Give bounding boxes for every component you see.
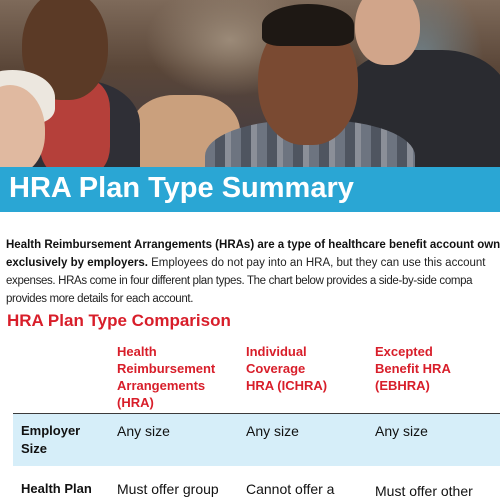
table-cell: Cannot offer a: [246, 481, 335, 497]
table-cell: Must offer group: [117, 481, 219, 497]
table-cell: Any size: [246, 423, 299, 439]
intro-paragraph: [6, 236, 500, 308]
intro-line-1: Health Reimbursement Arrangements (HRAs) are a type of healthcare benefit account own: [6, 239, 500, 251]
column-header-ichra: Individual Coverage HRA (ICHRA): [246, 344, 328, 393]
comparison-title: HRA Plan Type Comparison: [7, 311, 231, 330]
page-title: HRA Plan Type Summary: [9, 172, 354, 204]
row-label-health-plan: Health Plan: [21, 481, 92, 496]
table-cell: Must offer other: [375, 483, 473, 499]
title-banner: [0, 167, 500, 212]
row-label-employer-size: Employer Size: [21, 423, 81, 456]
column-header-hra: Health Reimbursement Arrangements (HRA): [117, 344, 216, 410]
intro-line-2: exclusively by employers. Employees do not pay into an HRA, but they can use this account: [6, 257, 486, 269]
intro-line-4: provides more details for each account.: [6, 293, 194, 305]
table-cell: Any size: [117, 423, 170, 439]
hero-photo: [0, 0, 500, 170]
column-header-ebhra: Excepted Benefit HRA (EBHRA): [375, 344, 451, 393]
intro-line-3: expenses. HRAs come in four different plan types. The chart below provides a side-by-side compa: [6, 275, 473, 287]
table-cell: Any size: [375, 423, 428, 439]
